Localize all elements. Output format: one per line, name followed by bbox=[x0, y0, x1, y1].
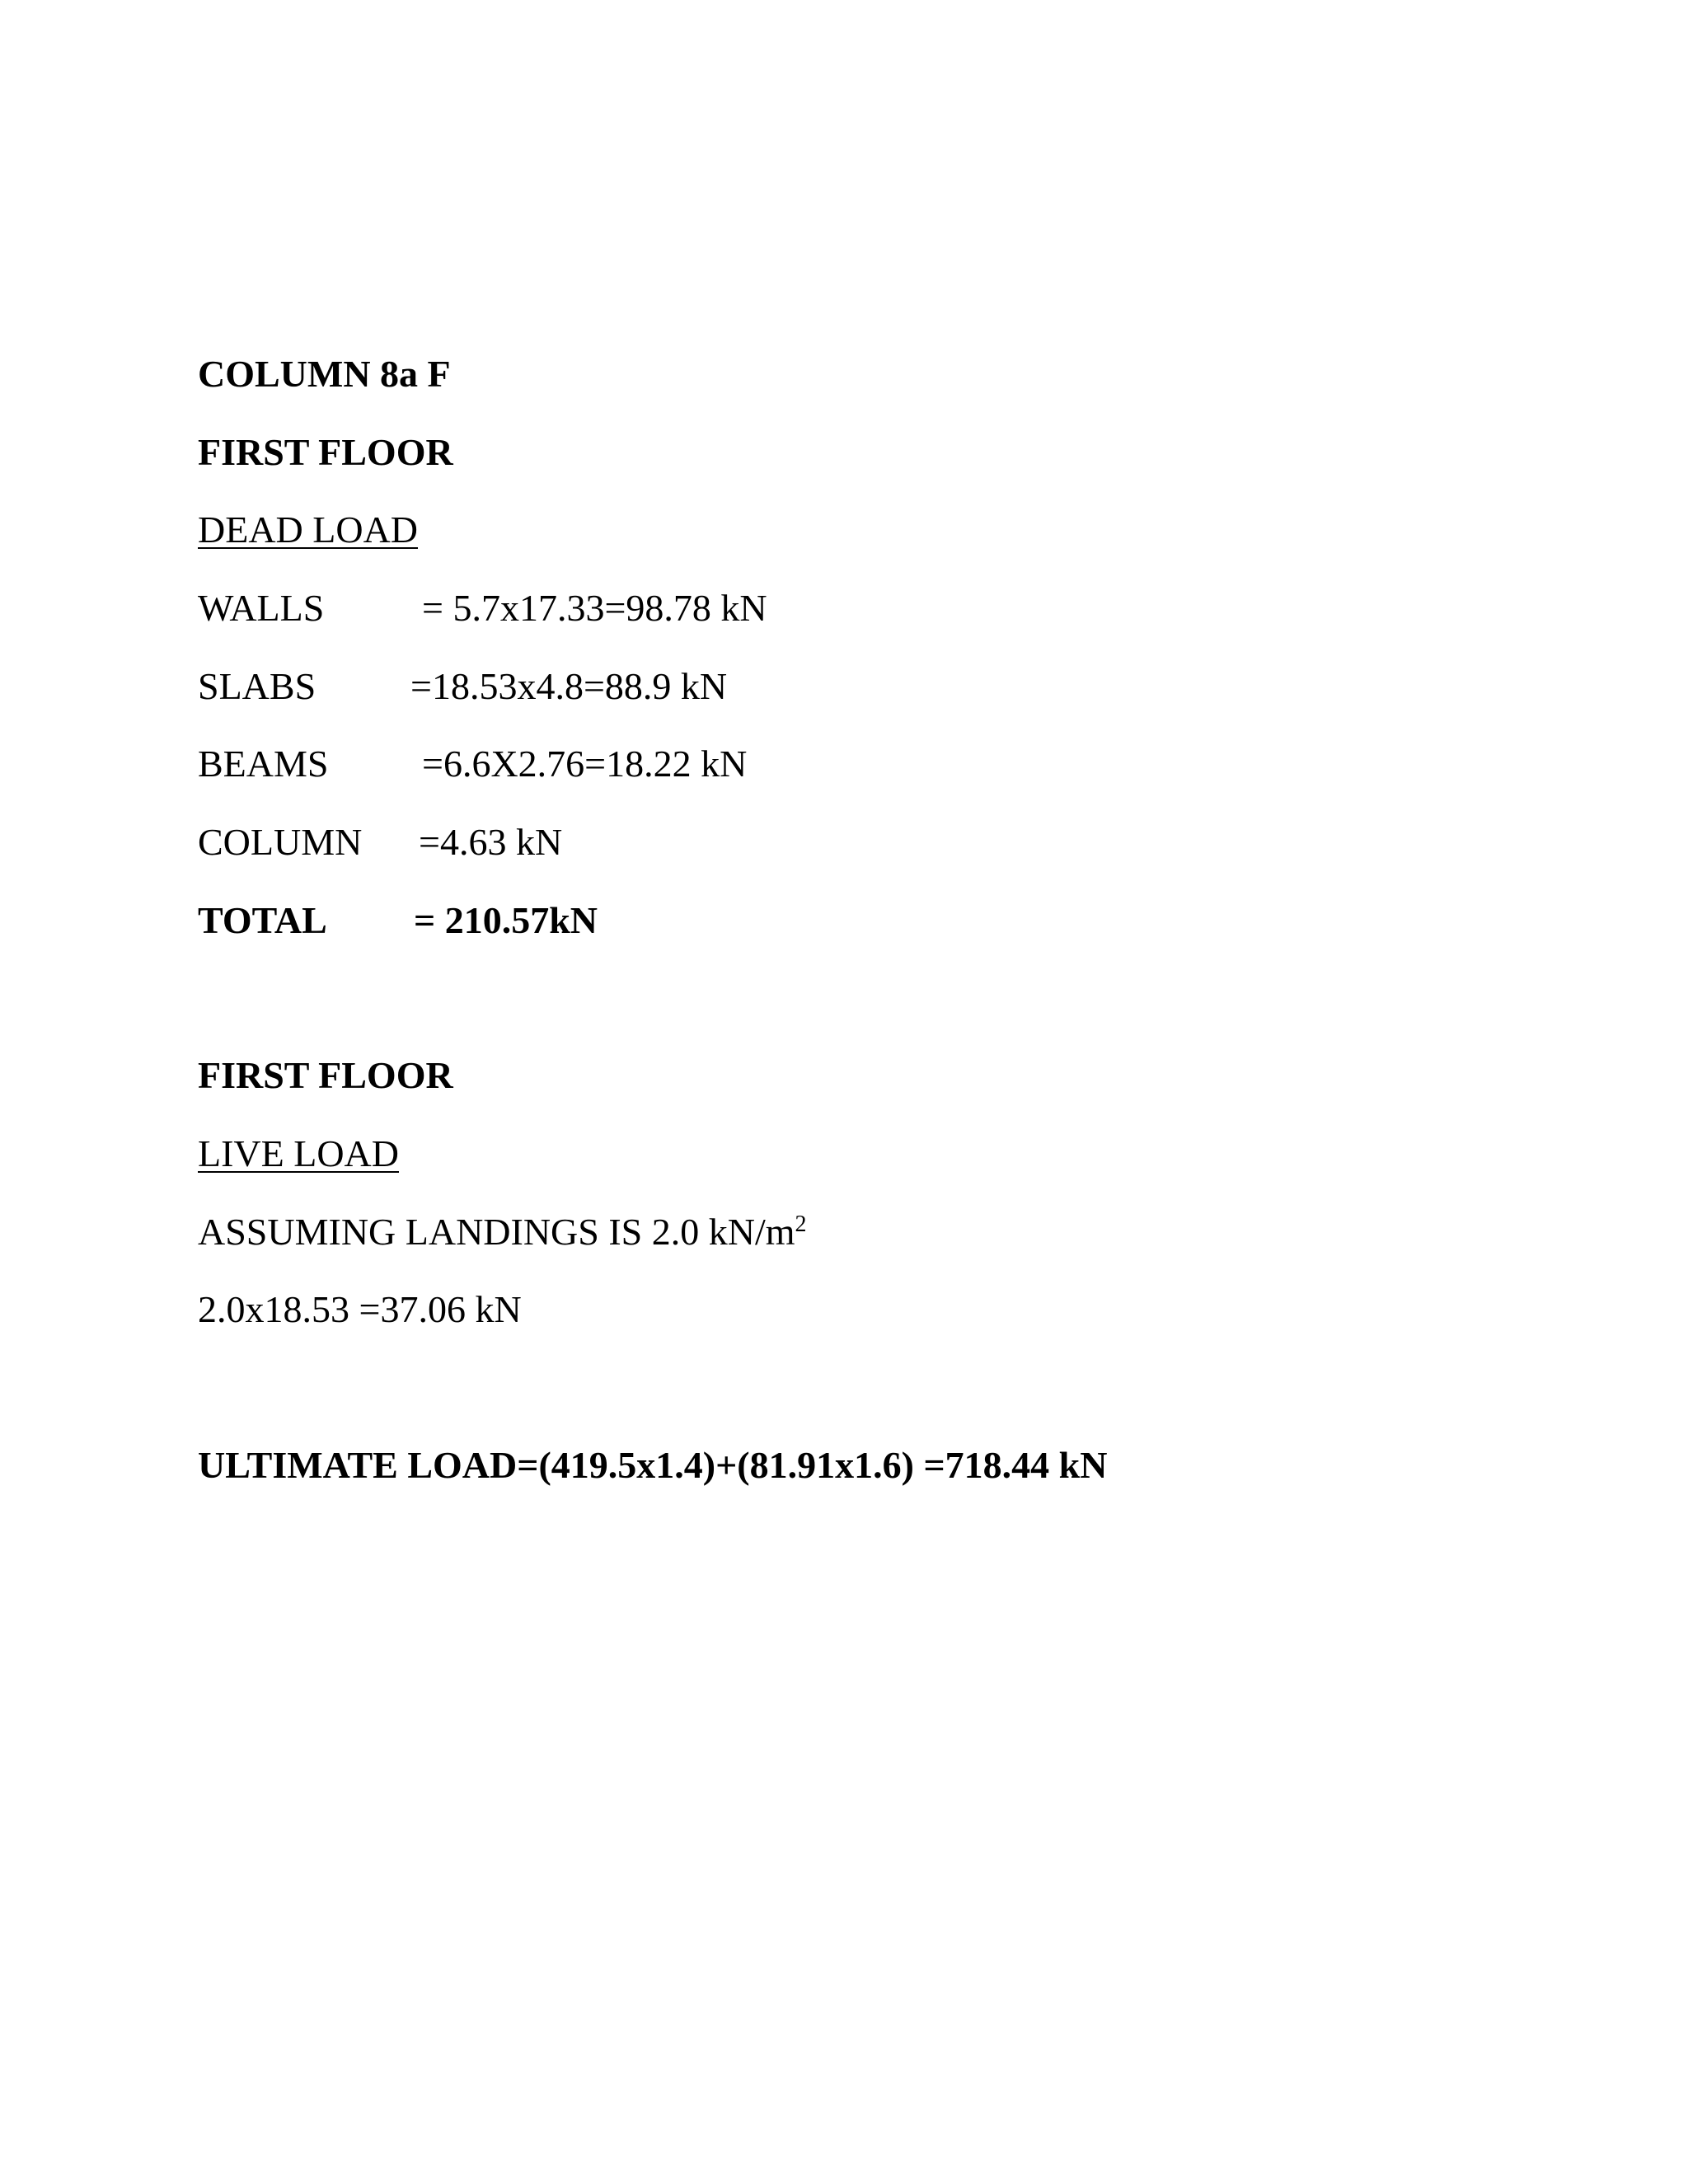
dead-load-row-slabs bbox=[198, 663, 940, 710]
row-value: =6.6X2.76=18.22 kN bbox=[422, 743, 748, 785]
live-load-assumption bbox=[198, 1209, 807, 1255]
ultimate-load-line: ULTIMATE LOAD=(419.5x1.4)+(81.91x1.6) =718.44 kN bbox=[198, 1444, 1108, 1486]
dead-load-row-column bbox=[198, 819, 940, 865]
dead-load-title: DEAD LOAD bbox=[198, 509, 419, 551]
row-value: =4.63 kN bbox=[419, 821, 563, 863]
column-heading: COLUMN 8a F bbox=[198, 353, 451, 395]
assumption-text: ASSUMING LANDINGS IS 2.0 kN/m bbox=[198, 1211, 795, 1253]
row-label: BEAMS bbox=[198, 743, 329, 785]
live-load-floor-heading: FIRST FLOOR bbox=[198, 1054, 453, 1096]
total-value: = 210.57kN bbox=[414, 899, 598, 941]
row-value: = 5.7x17.33=98.78 kN bbox=[422, 587, 767, 629]
live-load-title: LIVE LOAD bbox=[198, 1132, 399, 1174]
dead-load-floor-heading: FIRST FLOOR bbox=[198, 431, 453, 473]
row-label: WALLS bbox=[198, 587, 325, 629]
live-load-calculation: 2.0x18.53 =37.06 kN bbox=[198, 1288, 522, 1330]
unit-superscript: 2 bbox=[795, 1212, 807, 1237]
row-label: SLABS bbox=[198, 665, 316, 707]
row-label: COLUMN bbox=[198, 821, 363, 863]
total-label: TOTAL bbox=[198, 899, 327, 941]
row-value: =18.53x4.8=88.9 kN bbox=[410, 665, 728, 707]
dead-load-total-row bbox=[198, 898, 940, 944]
dead-load-row-beams bbox=[198, 741, 940, 787]
dead-load-row-walls bbox=[198, 585, 940, 631]
